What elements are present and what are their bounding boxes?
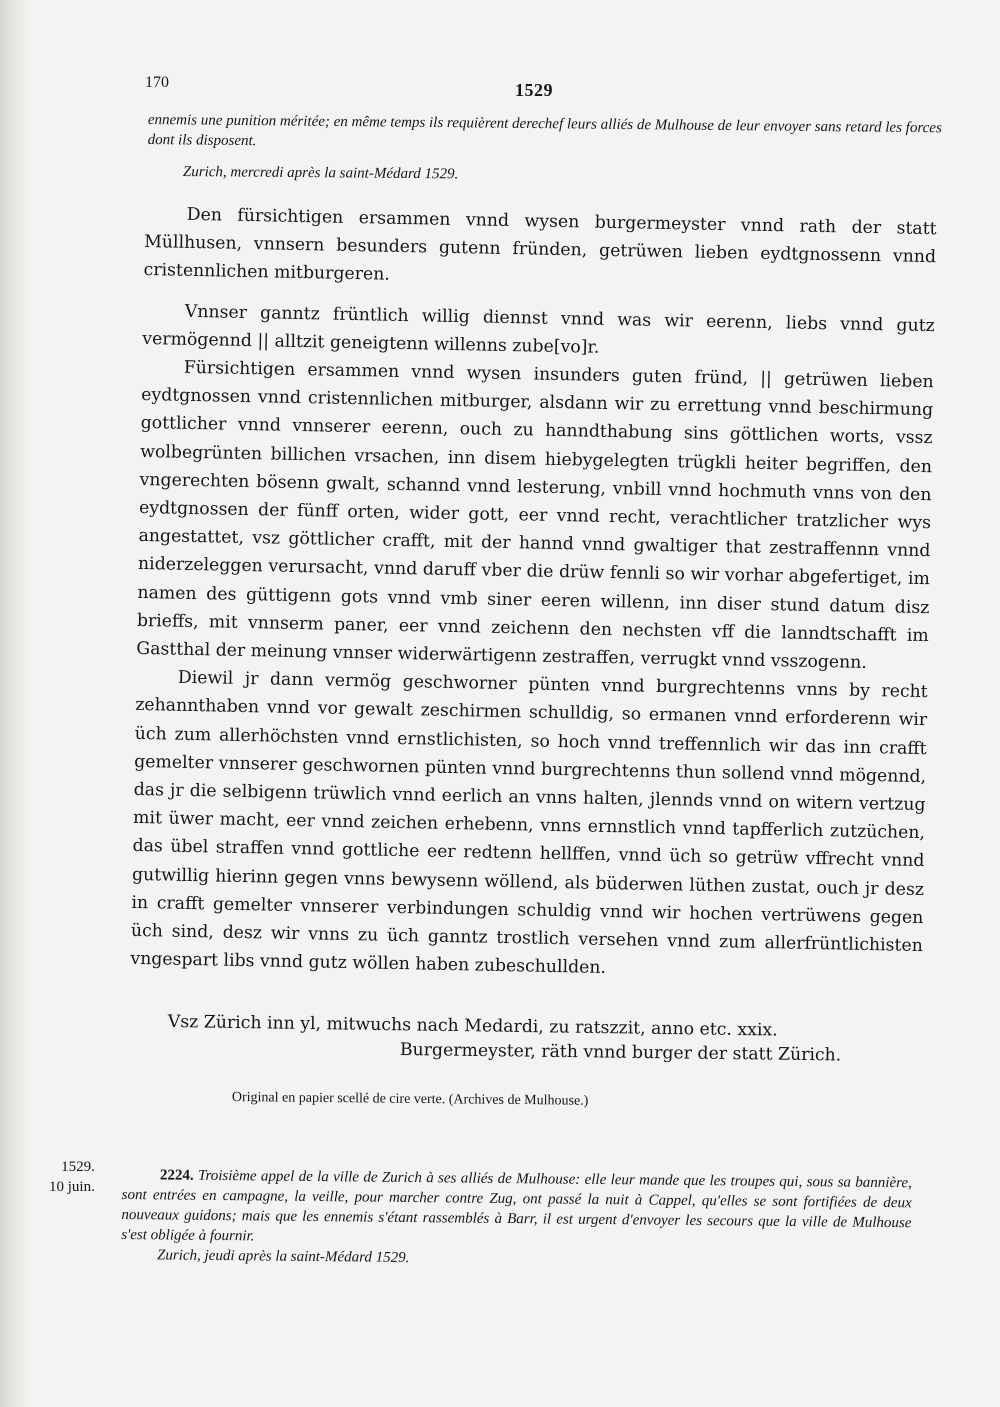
letter-signature: Burgermeyster, räth vnnd burger der statt Zürich. [399, 1040, 842, 1066]
summary-dateline: Zurich, mercredi après la saint-Médard 1529. [182, 164, 459, 183]
entry-number: 2224. [159, 1167, 194, 1184]
binding-shadow [0, 0, 28, 1407]
letter-paragraph: Fürsichtigen ersammen vnnd wysen insunders guten fründ, || getrüwen lieben eydtgnossen vnnd cristennlichen mitburger, alsdann wir zu errettung vnnd beschirmung gottlicher vnnd vnnserer eerenn, ouch zu hanndthabung sins göttlichen worts, vssz wolbegrünten billichen vrsachen, inn disem hiebygelegten trügkli heiter begriffen, den vngerechten bösenn gwalt, schannd vnnd lesterung, vnbill vnnd hochmuth vnns von den eydtgnossen der fünff orten, wider gott, eer vnnd recht, verachtlicher tratzlicher wys angestattet, vsz göttlicher crafft, mit der hannd vnnd gwaltiger that zestraffennn vnnd niderzeleggen verursacht, vnnd daruff vber die drüw fennli so wir vorhar abgefertiget, im namen des güttigenn gots vnnd vmb siner eeren willenn, inn diser stund datum disz brieffs, mit vnnserm paner, eer vnnd zeichenn den nechsten vff die lanndtschafft im Gastthal der meinung vnnser widerwärtigenn zestraffen, verrugkt vnnd vsszogenn. [136, 357, 934, 673]
page-number: 170 [145, 74, 169, 91]
margin-year: 1529. [61, 1159, 95, 1175]
source-note: Original en papier scellé de cire verte. (Archives de Mulhouse.) [231, 1090, 589, 1109]
letter-address: Den fürsichtigen ersammen vnnd wysen burgermeyster vnnd rath der statt Müllhusen, vnnsern besunders gutenn fründen, getrüwen lieben eydtgnossenn vnnd cristennlichen mitburgeren. [143, 204, 937, 286]
margin-date [49, 1157, 95, 1197]
letter-paragraph: Diewil jr dann vermög geschworner pünten vnnd burgrechtenns vnns by recht zehannthaben vnnd vor gewalt zeschirmen schulldig, so ermanen vnnd erforderenn wir üch zum allerhöchsten vnnd ernstlichisten, so hoch vnnd treffennlich wir das inn crafft gemelter vnnserer geschwornen pünten vnnd burgrechtenns thun sollend vnnd mögennd, das jr die selbigenn trüwlich vnnd eerlich an vnns halten, jlennds vnnd on witern vertzug mit üwer macht, eer vnnd zeichen erhebenn, vnns ernnstlich vnnd tapfferlich zutzüchen, das übel straffen vnnd gottliche eer redtenn hellffen, vnnd üch so getrüw vffrecht vnnd gutwillig hierinn gegen vnns bewysenn wöllend, als büderwen lüthen zustat, ouch jr desz in crafft gemelter vnnserer verbindungen schuldig vnnd wir hochen vertrüwens gegen üch sind, desz wir vnns zu üch ganntz trostlich versehen vnnd zum allerfrüntlichisten vngespart libs vnnd gutz wöllen haben zubeschullden. [130, 667, 928, 979]
entry-summary: Troisième appel de la ville de Zurich à ses alliés de Mulhouse: elle leur mande que les troupes qui, sous sa bannière, sont entrées en campagne, la veille, pour marcher contre Zug, ont passé la nuit à Cappel, qu'elles se sont fortifiées de deux nouveaux guidons; mais que les ennemis s'étant rassemblés à Barr, il est urgent d'envoyer les secours que la ville de Mulhouse s'est obligée à fournir. [121, 1167, 912, 1245]
editor-summary: ennemis une punition méritée; en même temps ils requièrent derechef leurs alliés de Mulhouse de leur envoyer sans retard les forces dont ils disposent. [147, 111, 942, 150]
letter-greeting: Vnnser ganntz früntlich willig diennst vnnd was wir eerenn, liebs vnnd gutz vermögennd || alltzit geneigtenn willenns zube[vo]r. [142, 301, 935, 358]
running-head-year: 1529 [515, 80, 553, 100]
entry-dateline: Zurich, jeudi après la saint-Médard 1529. [156, 1247, 410, 1267]
letter-closing: Vsz Zürich inn yl, mitwuchs nach Medardi, zu ratszzit, anno etc. xxix. [167, 1012, 778, 1041]
margin-day: 10 juin. [49, 1179, 95, 1195]
letter-body [130, 200, 937, 989]
document-entry [121, 1165, 912, 1273]
